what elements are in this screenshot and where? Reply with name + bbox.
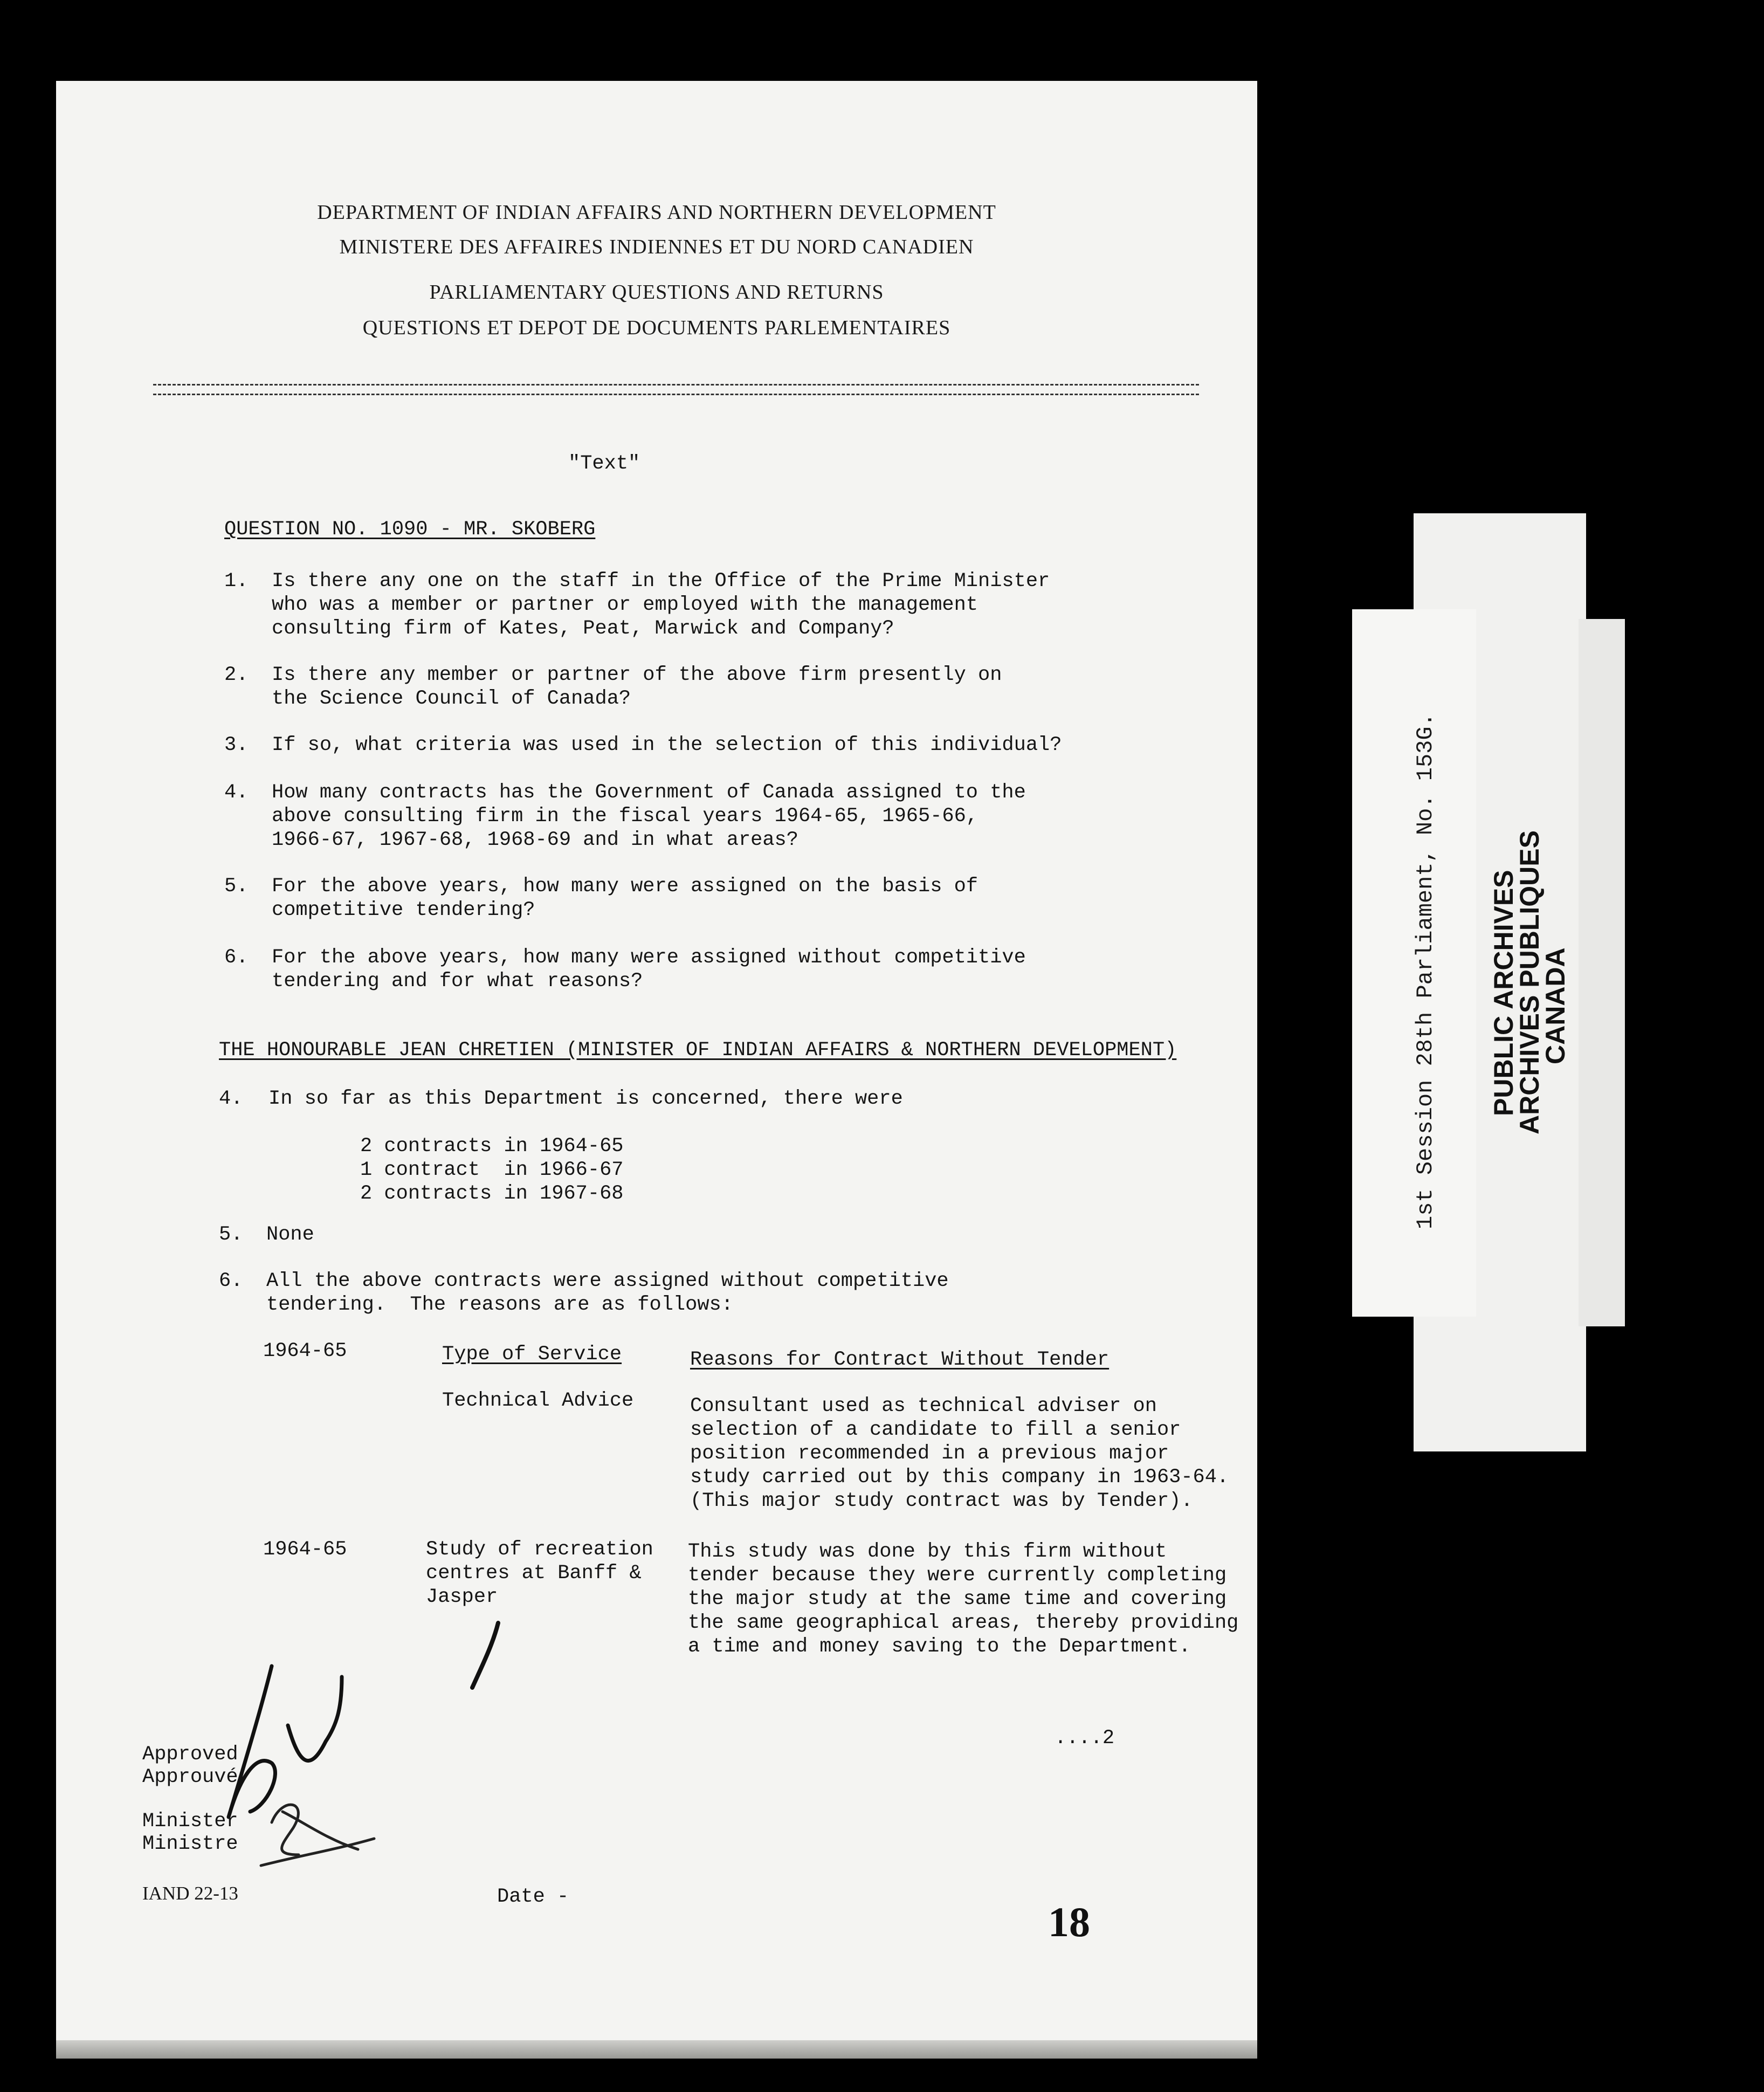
question-line: Is there any one on the staff in the Office of the Prime Minister [272, 570, 1050, 593]
approved-label-en: Approved [142, 1743, 238, 1766]
row-reason-line: selection of a candidate to fill a senior [690, 1419, 1181, 1441]
header-divider-bottom [153, 394, 1199, 395]
question-line: consulting firm of Kates, Peat, Marwick and Company? [272, 617, 894, 640]
question-line: competitive tendering? [272, 899, 535, 921]
pen-mark [466, 1618, 509, 1693]
department-name-en: DEPARTMENT OF INDIAN AFFAIRS AND NORTHERN DEVELOPMENT [317, 201, 996, 224]
question-line: For the above years, how many were assigned without competitive [272, 946, 1026, 969]
question-number: 1. [224, 570, 249, 593]
answer-text: In so far as this Department is concerned, there were [268, 1088, 903, 1110]
question-number: 3. [224, 734, 249, 756]
question-heading: QUESTION NO. 1090 - MR. SKOBERG [224, 518, 596, 541]
row-year: 1964-65 [263, 1340, 347, 1362]
bottom-edge-shadow [56, 2040, 1257, 2059]
form-code: IAND 22-13 [142, 1883, 238, 1904]
row-reason-line: study carried out by this company in 1963-64. [690, 1466, 1229, 1489]
question-line: the Science Council of Canada? [272, 687, 631, 710]
row-reason-line: a time and money saving to the Department. [688, 1635, 1191, 1658]
archives-stamp-line3: CANADA [1540, 947, 1570, 1064]
answer-text: tendering. The reasons are as follows: [266, 1293, 733, 1316]
answer-heading: THE HONOURABLE JEAN CHRETIEN (MINISTER OF INDIAN AFFAIRS & NORTHERN DEVELOPMENT) [219, 1039, 1177, 1062]
department-name-fr: MINISTERE DES AFFAIRES INDIENNES ET DU NORD CANADIEN [339, 236, 974, 258]
minister-label-fr: Ministre [142, 1833, 238, 1855]
row-reason-line: position recommended in a previous major [690, 1442, 1169, 1465]
row-reason-line: tender because they were currently completing [688, 1564, 1227, 1587]
document-page [56, 81, 1257, 2059]
question-line: 1966-67, 1967-68, 1968-69 and in what areas? [272, 829, 798, 851]
answer-text: None [266, 1223, 314, 1246]
question-line: tendering and for what reasons? [272, 970, 643, 993]
question-line: For the above years, how many were assigned on the basis of [272, 875, 979, 898]
question-line: who was a member or partner or employed with the management [272, 594, 979, 616]
row-year: 1964-65 [263, 1538, 347, 1561]
row-reason-line: Consultant used as technical adviser on [690, 1395, 1157, 1417]
column-header-service: Type of Service [442, 1343, 622, 1366]
archives-stamp-line1: PUBLIC ARCHIVES [1489, 870, 1519, 1116]
question-number: 6. [224, 946, 249, 969]
answer-number: 4. [219, 1088, 243, 1110]
answer-number: 5. [219, 1223, 243, 1246]
answer-text: All the above contracts were assigned without competitive [266, 1270, 949, 1292]
row-reason-line: the same geographical areas, thereby providing [688, 1612, 1239, 1634]
answer-number: 6. [219, 1270, 243, 1292]
question-line: How many contracts has the Government of Canada assigned to the [272, 781, 1026, 804]
column-header-reasons: Reasons for Contract Without Tender [690, 1348, 1110, 1371]
row-reason-line: (This major study contract was by Tender). [690, 1490, 1193, 1512]
session-reference: 1st Session 28th Parliament, No. 153G. [1412, 713, 1438, 1229]
text-label: "Text" [568, 452, 640, 475]
form-title-en: PARLIAMENTARY QUESTIONS AND RETURNS [429, 281, 884, 304]
date-label: Date - [497, 1885, 569, 1908]
row-service: Study of recreation [426, 1538, 653, 1561]
row-service: Technical Advice [442, 1389, 634, 1412]
question-number: 2. [224, 664, 249, 686]
question-line: above consulting firm in the fiscal years 1964-65, 1965-66, [272, 805, 979, 828]
question-number: 4. [224, 781, 249, 804]
row-reason-line: the major study at the same time and covering [688, 1588, 1227, 1611]
row-service: centres at Banff & [426, 1562, 642, 1585]
header-divider-top [153, 384, 1199, 386]
continued-marker: ....2 [1055, 1727, 1115, 1750]
row-reason-line: This study was done by this firm without [688, 1540, 1167, 1563]
contract-count-line: 2 contracts in 1964-65 [360, 1135, 624, 1158]
page-number: 18 [1048, 1898, 1090, 1945]
minister-label-en: Minister [142, 1810, 238, 1833]
approved-label-fr: Approuvé [142, 1766, 238, 1788]
archive-tab-right [1579, 619, 1625, 1326]
archives-stamp-line2: ARCHIVES PUBLIQUES [1514, 830, 1545, 1134]
row-service: Jasper [426, 1586, 498, 1608]
question-line: Is there any member or partner of the above firm presently on [272, 664, 1002, 686]
contract-count-line: 2 contracts in 1967-68 [360, 1182, 624, 1205]
question-line: If so, what criteria was used in the selection of this individual? [272, 734, 1062, 756]
form-title-fr: QUESTIONS ET DEPOT DE DOCUMENTS PARLEMENTAIRES [362, 316, 951, 339]
contract-count-line: 1 contract in 1966-67 [360, 1159, 624, 1181]
minister-initial [250, 1790, 380, 1871]
question-number: 5. [224, 875, 249, 898]
